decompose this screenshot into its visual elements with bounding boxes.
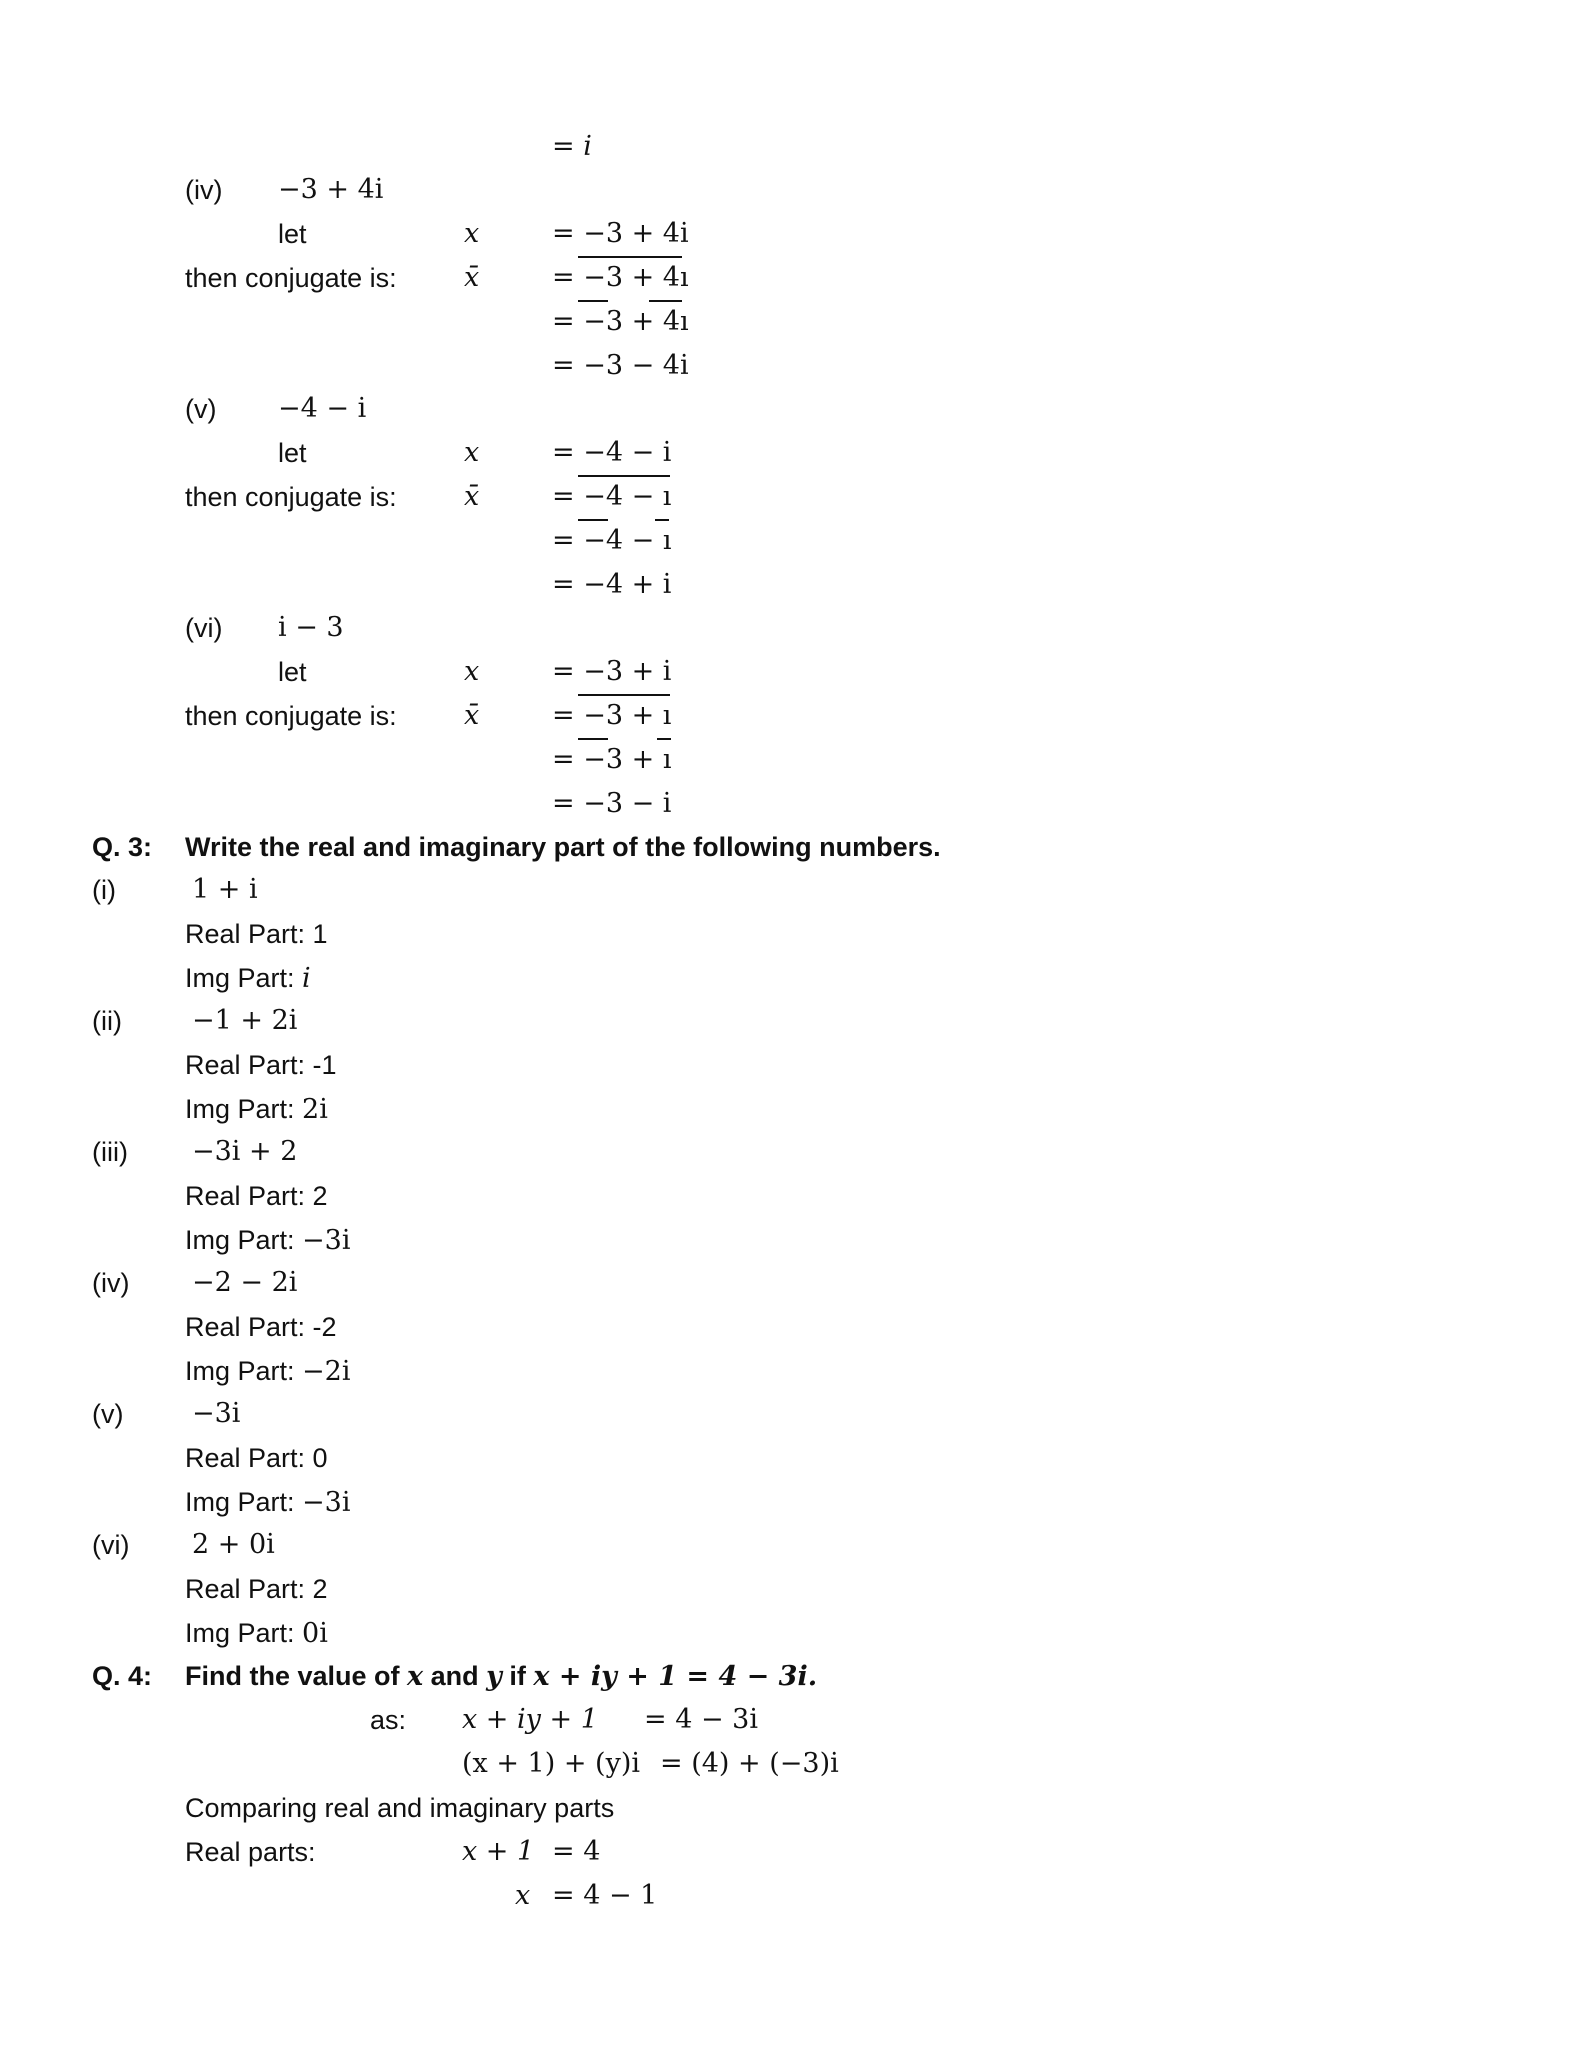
imaginary-part-value: 0i <box>302 1618 328 1649</box>
imaginary-part-label: Img Part: <box>185 1618 295 1648</box>
part-label: (iv) <box>185 175 223 205</box>
conjugate-label: then conjugate is: <box>185 263 397 293</box>
real-part: Real Part: 1 <box>185 919 328 949</box>
equation-2-rhs: = (4) + (−3)i <box>660 1748 839 1779</box>
previous-result: = i <box>552 131 592 162</box>
question-number: Q. 4: <box>92 1661 153 1691</box>
imaginary-part-label: Img Part: <box>185 1225 295 1255</box>
item-label: (i) <box>92 875 116 905</box>
item-label: (iv) <box>92 1268 130 1298</box>
imaginary-part <box>185 1485 350 1520</box>
real-parts-label: Real parts: <box>185 1837 316 1867</box>
overline-bar <box>578 738 608 740</box>
conjugate-step-1 <box>552 261 689 295</box>
conjugate-result: = −3 − i <box>552 788 672 819</box>
item-expression: −1 + 2i <box>192 1005 298 1036</box>
item-expression: −3i + 2 <box>192 1136 298 1167</box>
title-text: and <box>423 1661 487 1691</box>
item-expression: −3i <box>192 1398 241 1429</box>
equation-4-lhs: x <box>515 1880 531 1911</box>
imaginary-part <box>185 1223 350 1258</box>
conjugate-step-2-imag: + ı <box>631 744 672 775</box>
title-var-x: x <box>407 1661 424 1692</box>
overline-bar <box>657 738 671 740</box>
imaginary-part-label: Img Part: <box>185 1487 295 1517</box>
as-label: as: <box>370 1705 407 1735</box>
comparing-text: Comparing real and imaginary parts <box>185 1793 615 1823</box>
conjugate-step-1-text: = −3 + 4ı <box>552 262 689 293</box>
conjugate-step-2 <box>552 743 671 777</box>
imaginary-part-value: i <box>302 963 311 994</box>
conjugate-step-2-imag: − ı <box>631 525 672 556</box>
given-value: = −3 + i <box>552 656 672 687</box>
part-label: (vi) <box>185 613 223 643</box>
let-label: let <box>278 657 307 687</box>
overline-bar <box>655 519 669 521</box>
title-text: if <box>501 1661 534 1691</box>
equation-2-lhs: (x + 1) + (y)i <box>462 1748 641 1779</box>
title-equation: x + iy + 1 = 4 − 3i. <box>533 1661 818 1692</box>
let-label: let <box>278 219 307 249</box>
real-part: Real Part: -2 <box>185 1312 337 1342</box>
imaginary-part <box>185 1354 350 1389</box>
overline-bar <box>578 300 608 302</box>
conjugate-step-2-real: = −3 <box>552 744 624 775</box>
given-value: = −4 − i <box>552 437 672 468</box>
conjugate-label: then conjugate is: <box>185 482 397 512</box>
imaginary-part-value: −2i <box>302 1356 351 1387</box>
question-title <box>185 1659 817 1694</box>
variable-x-bar: x̄ <box>464 481 480 512</box>
question-number: Q. 3: <box>92 832 153 862</box>
real-part: Real Part: 2 <box>185 1574 328 1604</box>
equation-1-lhs: x + iy + 1 <box>462 1704 598 1735</box>
item-expression: −2 − 2i <box>192 1267 298 1298</box>
conjugate-step-1: = −4 − ı <box>552 481 672 512</box>
overline-bar <box>578 519 608 521</box>
variable-x: x <box>464 218 480 249</box>
conjugate-label: then conjugate is: <box>185 701 397 731</box>
overline-bar <box>578 694 670 696</box>
overline-bar <box>649 300 682 302</box>
item-label: (vi) <box>92 1530 130 1560</box>
imaginary-part <box>185 961 311 996</box>
variable-x-bar: x̄ <box>464 262 480 293</box>
item-label: (iii) <box>92 1137 128 1167</box>
title-var-y: y <box>486 1661 502 1692</box>
part-expression: −3 + 4i <box>278 174 384 205</box>
conjugate-step-2 <box>552 524 671 558</box>
equation-3-lhs: x + 1 <box>462 1836 535 1867</box>
conjugate-result: = −3 − 4i <box>552 350 689 381</box>
part-label: (v) <box>185 394 217 424</box>
conjugate-step-1: = −3 + ı <box>552 700 672 731</box>
real-part: Real Part: 2 <box>185 1181 328 1211</box>
variable-x: x <box>464 437 480 468</box>
item-label: (v) <box>92 1399 124 1429</box>
overline-bar <box>578 256 682 258</box>
conjugate-result: = −4 + i <box>552 569 672 600</box>
imaginary-part-label: Img Part: <box>185 1356 295 1386</box>
part-expression: −4 − i <box>278 393 367 424</box>
imaginary-part-label: Img Part: <box>185 963 295 993</box>
item-expression: 2 + 0i <box>192 1529 275 1560</box>
imaginary-part-value: 2i <box>302 1094 328 1125</box>
conjugate-step-2-imag: + 4ı <box>631 306 689 337</box>
overline-bar <box>578 475 670 477</box>
real-part: Real Part: 0 <box>185 1443 328 1473</box>
title-text: Find the value of <box>185 1661 408 1691</box>
equation-4-rhs: = 4 − 1 <box>552 1880 658 1911</box>
conjugate-step-2 <box>552 305 689 339</box>
part-expression: i − 3 <box>278 612 344 643</box>
real-part: Real Part: -1 <box>185 1050 337 1080</box>
imaginary-part-value: −3i <box>302 1225 351 1256</box>
variable-x-bar: x̄ <box>464 700 480 731</box>
imaginary-part <box>185 1616 328 1651</box>
item-expression: 1 + i <box>192 874 258 905</box>
equation-3-rhs: = 4 <box>552 1836 601 1867</box>
imaginary-part-value: −3i <box>302 1487 351 1518</box>
conjugate-step-2-real: = −3 <box>552 306 624 337</box>
variable-x: x <box>464 656 480 687</box>
question-title: Write the real and imaginary part of the following numbers. <box>185 832 941 862</box>
item-label: (ii) <box>92 1006 122 1036</box>
imaginary-part-label: Img Part: <box>185 1094 295 1124</box>
given-value: = −3 + 4i <box>552 218 689 249</box>
imaginary-part <box>185 1092 328 1127</box>
let-label: let <box>278 438 307 468</box>
equation-1-rhs: = 4 − 3i <box>644 1704 758 1735</box>
conjugate-step-2-real: = −4 <box>552 525 624 556</box>
